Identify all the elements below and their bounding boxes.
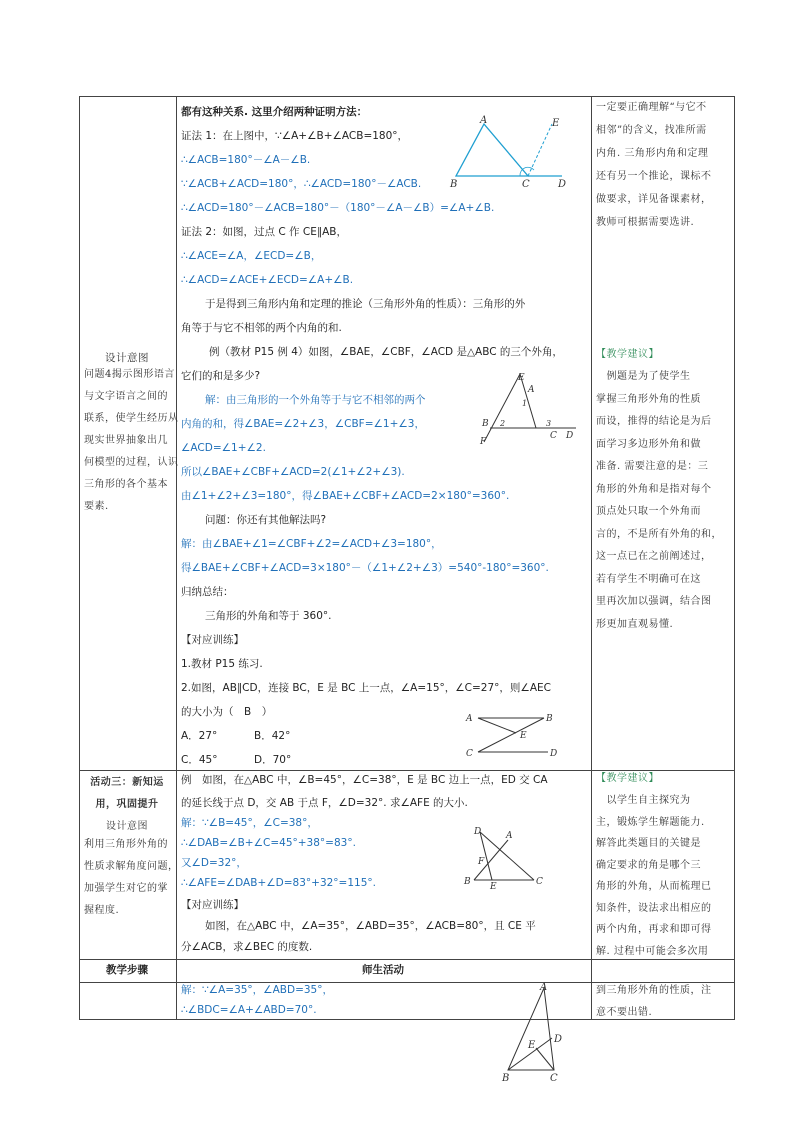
training-item1: 1.教材 P15 练习. <box>181 658 263 670</box>
fig2-label-c: C <box>550 431 557 441</box>
activity3-title-1: 活动三：新知运 <box>90 777 164 788</box>
suggest2-lines: 以学生自主探究为 主，锻炼学生解题能力. 解答此类题目的关键是 确定要求的角是哪个三 角形的外角，从而梳理已 知条件，设法求出相应的 两个内角，再求和即可得 解. 过程中可能会多次用 <box>596 795 712 957</box>
question-line: 问题：你还有其他解法吗? <box>205 514 327 526</box>
summary-title: 归纳总结： <box>181 586 234 598</box>
fig2-label-f: F <box>480 437 487 447</box>
fig2-label-e: E <box>518 373 525 383</box>
solution-line4: 所以∠BAE+∠CBF+∠ACD=2(∠1+∠2+∠3). <box>181 466 405 478</box>
fig2-label-1: 1 <box>522 399 528 408</box>
activity3-title-2: 用，巩固提升 <box>95 799 159 810</box>
solution-line3: ∠ACD=∠1+∠2. <box>181 442 266 454</box>
fig3-label-b: B <box>546 714 553 724</box>
example2-solution4: ∴∠AFE=∠DAB+∠D=83°+32°=115°. <box>181 877 376 889</box>
option-d: D．70° <box>254 754 292 766</box>
option-b: B．42° <box>254 730 291 742</box>
fig5-triangle <box>508 988 554 1070</box>
option-c: C．45° <box>181 754 218 766</box>
proof2-line1: 证法 2：如图，过点 C 作 CE∥AB， <box>181 226 347 238</box>
fig3-label-d: D <box>550 749 558 759</box>
fig5-label-e: E <box>528 1040 536 1051</box>
right-note: 一定要正确理解“与它不 相邻”的含义，找准所需 内角. 三角形内角和定理 还有另一个推论，课标不 做要求，详见备课素材， 教师可根据需要选讲. <box>596 102 712 228</box>
proof1-line3: ∵∠ACB+∠ACD=180°，∴∠ACD=180°－∠ACB. <box>181 178 422 190</box>
figure-triangle-def <box>462 826 548 890</box>
fig2-label-d: D <box>566 431 574 441</box>
fig3-line-bc <box>478 718 544 752</box>
fig1-triangle <box>456 124 528 176</box>
fig5-label-d: D <box>554 1034 563 1045</box>
fig1-label-e: E <box>552 118 560 129</box>
example2-solution2: ∴∠DAB=∠B+∠C=45°+38°=83°. <box>181 837 356 849</box>
fig2-label-a: A <box>528 385 535 395</box>
fig5-label-b: B <box>502 1073 510 1084</box>
fig5-label-c: C <box>550 1073 558 1084</box>
example-line2: 它们的和是多少? <box>181 370 261 382</box>
design-title: 设计意图 <box>105 352 149 364</box>
design-lines: 问题4揭示图形语言 与文字语言之间的 联系，使学生经历从 现实世界抽象出几 何模型的过程，认识 三角形的各个基本 要素. <box>84 369 179 512</box>
proof1-line1: 证法 1：在上图中，∵∠A+∠B+∠ACB=180°， <box>181 130 409 142</box>
training2-title: 【对应训练】 <box>181 899 244 911</box>
step-header: 教学步骤 <box>106 964 148 976</box>
solution-line2: 内角的和，得∠BAE=∠2+∠3，∠CBF=∠1+∠3， <box>181 418 425 430</box>
training-item2-line2: 的大小为（ B ） <box>181 706 273 718</box>
figure-triangle-bisector <box>496 982 572 1084</box>
activity-header: 师生活动 <box>362 964 404 976</box>
training2-solution2: ∴∠BDC=∠A+∠ABD=70°. <box>181 1004 317 1016</box>
col-divider-2 <box>591 97 592 1019</box>
fig3-label-e: E <box>520 731 527 741</box>
example-line1: 例（教材 P15 例 4）如图，∠BAE，∠CBF，∠ACD 是△ABC 的三个外角， <box>209 346 563 358</box>
proof1-line4: ∴∠ACD=180°－∠ACB=180°－（180°－∠A－∠B）=∠A+∠B. <box>181 202 495 214</box>
summary-line: 三角形的外角和等于 360°. <box>205 610 332 622</box>
corollary-line1: 于是得到三角形内角和定理的推论（三角形外角的性质）：三角形的外 <box>205 298 526 310</box>
activity3-design-title: 设计意图 <box>106 821 148 832</box>
proof2-line2: ∴∠ACE=∠A，∠ECD=∠B， <box>181 250 322 262</box>
fig1-label-a: A <box>480 115 488 126</box>
example2-line2: 的延长线于点 D，交 AB 于点 F，∠D=32°. 求∠AFE 的大小. <box>181 797 468 809</box>
fig4-label-e: E <box>490 882 497 890</box>
solution-line5: 由∠1+∠2+∠3=180°，得∠BAE+∠CBF+∠ACD=2×180°=360°. <box>181 490 510 502</box>
activity3-lines: 利用三角形外角的 性质求解角度问题， 加强学生对它的掌 握程度. <box>84 839 179 916</box>
intro-line: 都有这种关系. 这里介绍两种证明方法： <box>181 106 368 118</box>
figure-parallel-lines <box>462 708 570 760</box>
example2-solution3: 又∠D=32°， <box>181 857 247 869</box>
training2-line2: 分∠ACB，求∠BEC 的度数. <box>181 941 313 953</box>
fig4-line-de <box>480 832 492 880</box>
fig1-label-d: D <box>558 179 567 190</box>
fig4-label-d: D <box>474 827 482 837</box>
fig3-line-ae <box>478 718 516 733</box>
alt-solution-line2: 得∠BAE+∠CBF+∠ACD=3×180°－（∠1+∠2+∠3）=540°-180°=360°. <box>181 562 549 574</box>
suggest-lines: 例题是为了使学生 掌握三角形外角的性质 而设，推得的结论是为后 面学习多边形外角和做 准备. 需要注意的是：三 角形的外角和是指对每个 顶点处只取一个外角而 言的，不是所有外角的和， 这一点已在之前阐述过， 若有学生不明确可在这 里再次加以强调，结合图 形更加直观易懂. <box>596 371 722 630</box>
training2-line1: 如图，在△ABC 中，∠A=35°，∠ABD=35°，∠ACB=80°，且 CE 平 <box>205 920 536 932</box>
fig3-label-a: A <box>466 714 473 724</box>
figure-triangle-exterior-angle <box>448 114 578 190</box>
figure-exterior-angles-triangle <box>478 370 586 448</box>
training-title: 【对应训练】 <box>181 634 244 646</box>
fig4-label-f: F <box>478 857 485 867</box>
proof2-line3: ∴∠ACD=∠ACE+∠ECD=∠A+∠B. <box>181 274 354 286</box>
fig1-label-b: B <box>450 179 458 190</box>
example2-line1: 例 如图，在△ABC 中，∠B=45°，∠C=38°，E 是 BC 边上一点，ED 交 CA <box>181 774 548 786</box>
corollary-line2: 角等于与它不相邻的两个内角的和. <box>181 322 342 334</box>
fig4-label-c: C <box>536 877 543 887</box>
suggest-title: 【教学建议】 <box>596 349 659 360</box>
example2-solution1: 解：∵∠B=45°，∠C=38°， <box>181 817 318 829</box>
activity3-block <box>80 772 174 838</box>
proof1-line2: ∴∠ACB=180°－∠A－∠B. <box>181 154 311 166</box>
fig3-label-c: C <box>466 749 473 759</box>
training-item2-line1: 2.如图，AB∥CD，连接 BC，E 是 BC 上一点，∠A=15°，∠C=27°，则∠AEC <box>181 682 551 694</box>
alt-solution-line1: 解：由∠BAE+∠1=∠CBF+∠2=∠ACD+∠3=180°， <box>181 538 442 550</box>
option-a: A．27° <box>181 730 218 742</box>
suggest2-title: 【教学建议】 <box>596 773 659 784</box>
fig4-label-b: B <box>464 877 471 887</box>
continued-note: 到三角形外角的性质，注 意不要出错. <box>596 985 712 1018</box>
fig2-label-b: B <box>482 419 489 429</box>
fig2-side-af <box>484 374 520 442</box>
fig5-label-a: A <box>540 982 548 993</box>
solution-line1: 解：由三角形的一个外角等于与它不相邻的两个 <box>205 394 426 406</box>
fig2-label-3: 3 <box>546 419 552 428</box>
fig2-label-2: 2 <box>500 419 506 428</box>
fig4-label-a: A <box>506 831 513 841</box>
col-divider-1 <box>176 97 177 1019</box>
training2-solution1: 解：∵∠A=35°，∠ABD=35°， <box>181 984 333 996</box>
fig1-label-c: C <box>522 179 530 190</box>
